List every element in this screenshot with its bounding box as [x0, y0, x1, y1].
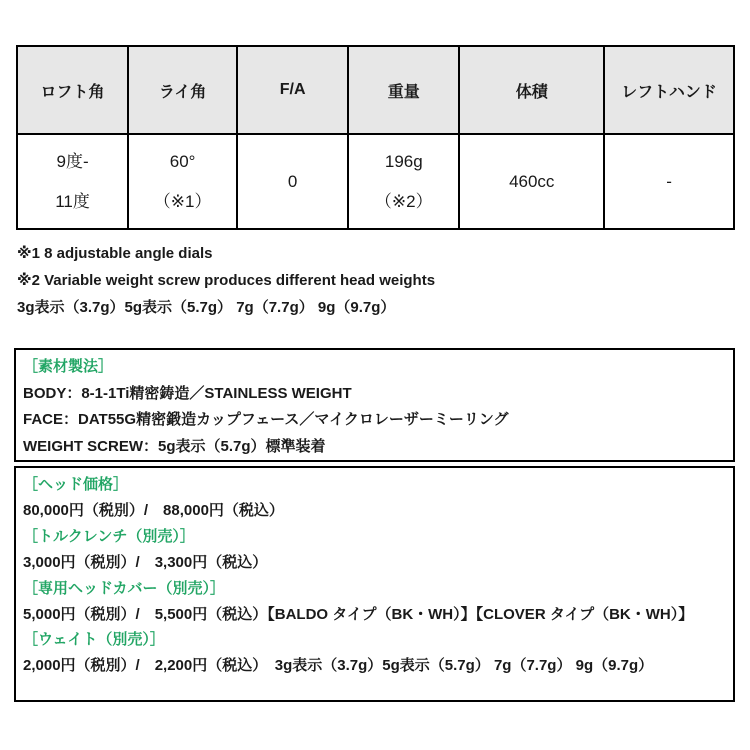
spec-header-left-hand: レフトハンド	[604, 46, 734, 134]
material-weight-screw-line: WEIGHT SCREW：5g表示（5.7g）標準装着	[23, 438, 326, 456]
spec-value-line: 11度	[55, 191, 90, 211]
spec-value-line: 0	[287, 171, 298, 191]
spec-cell-fa	[237, 134, 348, 229]
torque-wrench-heading: ［トルクレンチ（別売）］	[23, 527, 195, 545]
spec-table-header-row	[17, 46, 734, 134]
price-options-box	[14, 466, 735, 702]
spec-header-loft-angle: ロフト角	[17, 46, 128, 134]
material-body-line: BODY：8-1-1Ti精密鋳造／STAINLESS WEIGHT	[23, 384, 352, 402]
head-price-value: 80,000円（税別）/ 88,000円（税込）	[23, 501, 284, 519]
footnote-variable-weight: ※2 Variable weight screw produces different head weights	[17, 272, 436, 289]
spec-cell-left-hand	[604, 134, 734, 229]
footnotes	[17, 240, 435, 321]
footnote-adjustable-dials: ※1 8 adjustable angle dials	[17, 245, 213, 262]
spec-value-line: -	[666, 171, 672, 191]
spec-value-line: （※2）	[374, 191, 433, 211]
spec-header-weight: 重量	[348, 46, 459, 134]
spec-value-line: 460cc	[509, 171, 555, 191]
head-price-heading: ［ヘッド価格］	[23, 476, 129, 493]
weight-option-value: 2,000円（税別）/ 2,200円（税込） 3g表示（3.7g）5g表示（5.7g） 7g（7.7g） 9g（9.7g）	[23, 657, 654, 675]
material-face-line: FACE：DAT55G精密鍛造カップフェース／マイクロレーザーミーリング	[23, 411, 509, 429]
head-cover-value: 5,000円（税別）/ 5,500円（税込）【BALDO タイプ（BK・WH）】【CLOVER タイプ（BK・WH）】	[23, 605, 694, 623]
spec-data-row	[17, 134, 734, 229]
spec-value-line: （※1）	[153, 191, 212, 211]
spec-cell-volume	[459, 134, 604, 229]
spec-cell-loft-angle	[17, 134, 128, 229]
spec-cell-lie-angle	[128, 134, 237, 229]
spec-header-fa: F/A	[237, 46, 348, 134]
material-method-box	[14, 348, 735, 462]
spec-value-line: 196g	[384, 151, 423, 171]
spec-header-volume: 体積	[459, 46, 604, 134]
spec-table	[16, 45, 735, 230]
head-cover-heading: ［専用ヘッドカバー（別売）］	[23, 579, 226, 597]
spec-header-lie-angle: ライ角	[128, 46, 237, 134]
spec-value-line: 9度-	[56, 151, 89, 171]
torque-wrench-value: 3,000円（税別）/ 3,300円（税込）	[23, 553, 268, 571]
weight-option-heading: ［ウェイト（別売）］	[23, 631, 165, 649]
spec-value-line: 60°	[169, 151, 196, 171]
material-method-heading: ［素材製法］	[23, 358, 114, 375]
footnote-weight-variants: 3g表示（3.7g）5g表示（5.7g） 7g（7.7g） 9g（9.7g）	[17, 299, 396, 316]
spec-cell-weight	[348, 134, 459, 229]
